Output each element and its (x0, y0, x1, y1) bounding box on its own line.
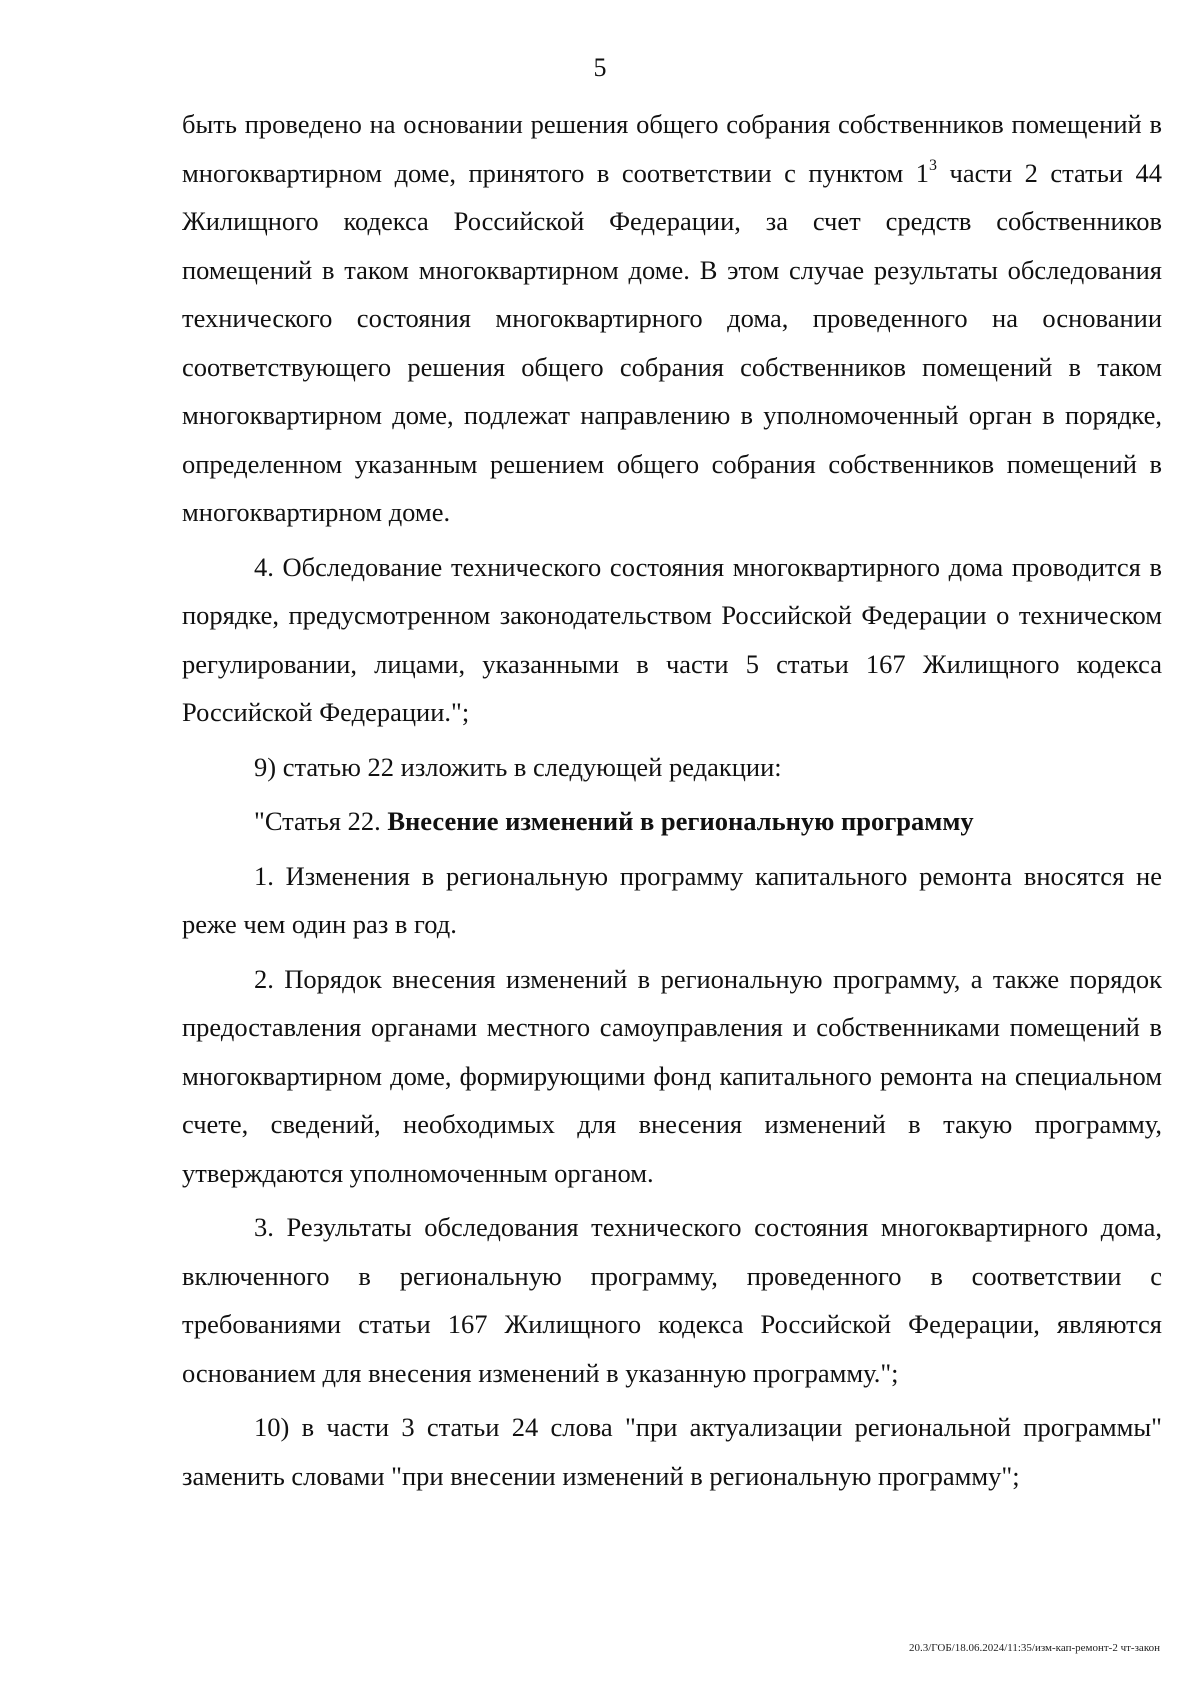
paragraph-item-10: 10) в части 3 статьи 24 слова "при актуализации региональной программы" заменить словами "при внесении изменений в региональную программу"; (182, 1412, 1162, 1491)
paragraph-clause-3: 3. Результаты обследования технического состояния многоквартирного дома, включенного в региональную программу, проведенного в соответствии с требованиями статьи 167 Жилищного кодекса Российской Федерации, являются основанием для внесения изменений в указанную программу."; (182, 1212, 1162, 1388)
footer-document-code: 20.3/ГОБ/18.06.2024/11:35/изм-кап-ремонт-2 чт-закон (909, 1642, 1160, 1654)
body-text (182, 100, 1162, 1500)
page-number: 5 (593, 53, 607, 82)
paragraph-item-4: 4. Обследование технического состояния многоквартирного дома проводится в порядке, предусмотренном законодательством Российской Федерации о техническом регулировании, лицами, указанными в части 5 статьи 167 Жилищного кодекса Российской Федерации."; (182, 551, 1162, 727)
paragraph-continuation (182, 100, 1162, 537)
paragraph-item-9: 9) статью 22 изложить в следующей редакции: (254, 751, 782, 782)
article-prefix: "Статья 22. (254, 806, 388, 836)
article-title: Внесение изменений в региональную программу (387, 806, 974, 836)
superscript: 3 (929, 156, 938, 174)
paragraph-clause-1: 1. Изменения в региональную программу капитального ремонта вносятся не реже чем один раз в год. (182, 860, 1162, 939)
article-heading (182, 797, 1162, 846)
paragraph-clause-2: 2. Порядок внесения изменений в региональную программу, а также порядок предоставления органами местного самоуправления и собственниками помещений в многоквартирном доме, формирующими фонд капитального ремонта на специальном счете, сведений, необходимых для внесения изменений в такую программу, утверждаются уполномоченным органом. (182, 963, 1162, 1188)
paragraph-text: части 2 статьи 44 Жилищного кодекса Российской Федерации, за счет средств собственников помещений в таком многоквартирном доме. В этом случае результаты обследования технического состояния многоквартирного дома, проведенного на основании соответствующего решения общего собрания собственников помещений в таком многоквартирном доме, подлежат направлению в уполномоченный орган в порядке, определенном указанным решением общего собрания собственников помещений в многоквартирном доме. (182, 157, 1162, 527)
paragraph-text: быть проведено на основании решения общего собрания собственников помещений в многоквартирном доме, принятого в соответствии с пунктом 1 (182, 109, 1162, 188)
